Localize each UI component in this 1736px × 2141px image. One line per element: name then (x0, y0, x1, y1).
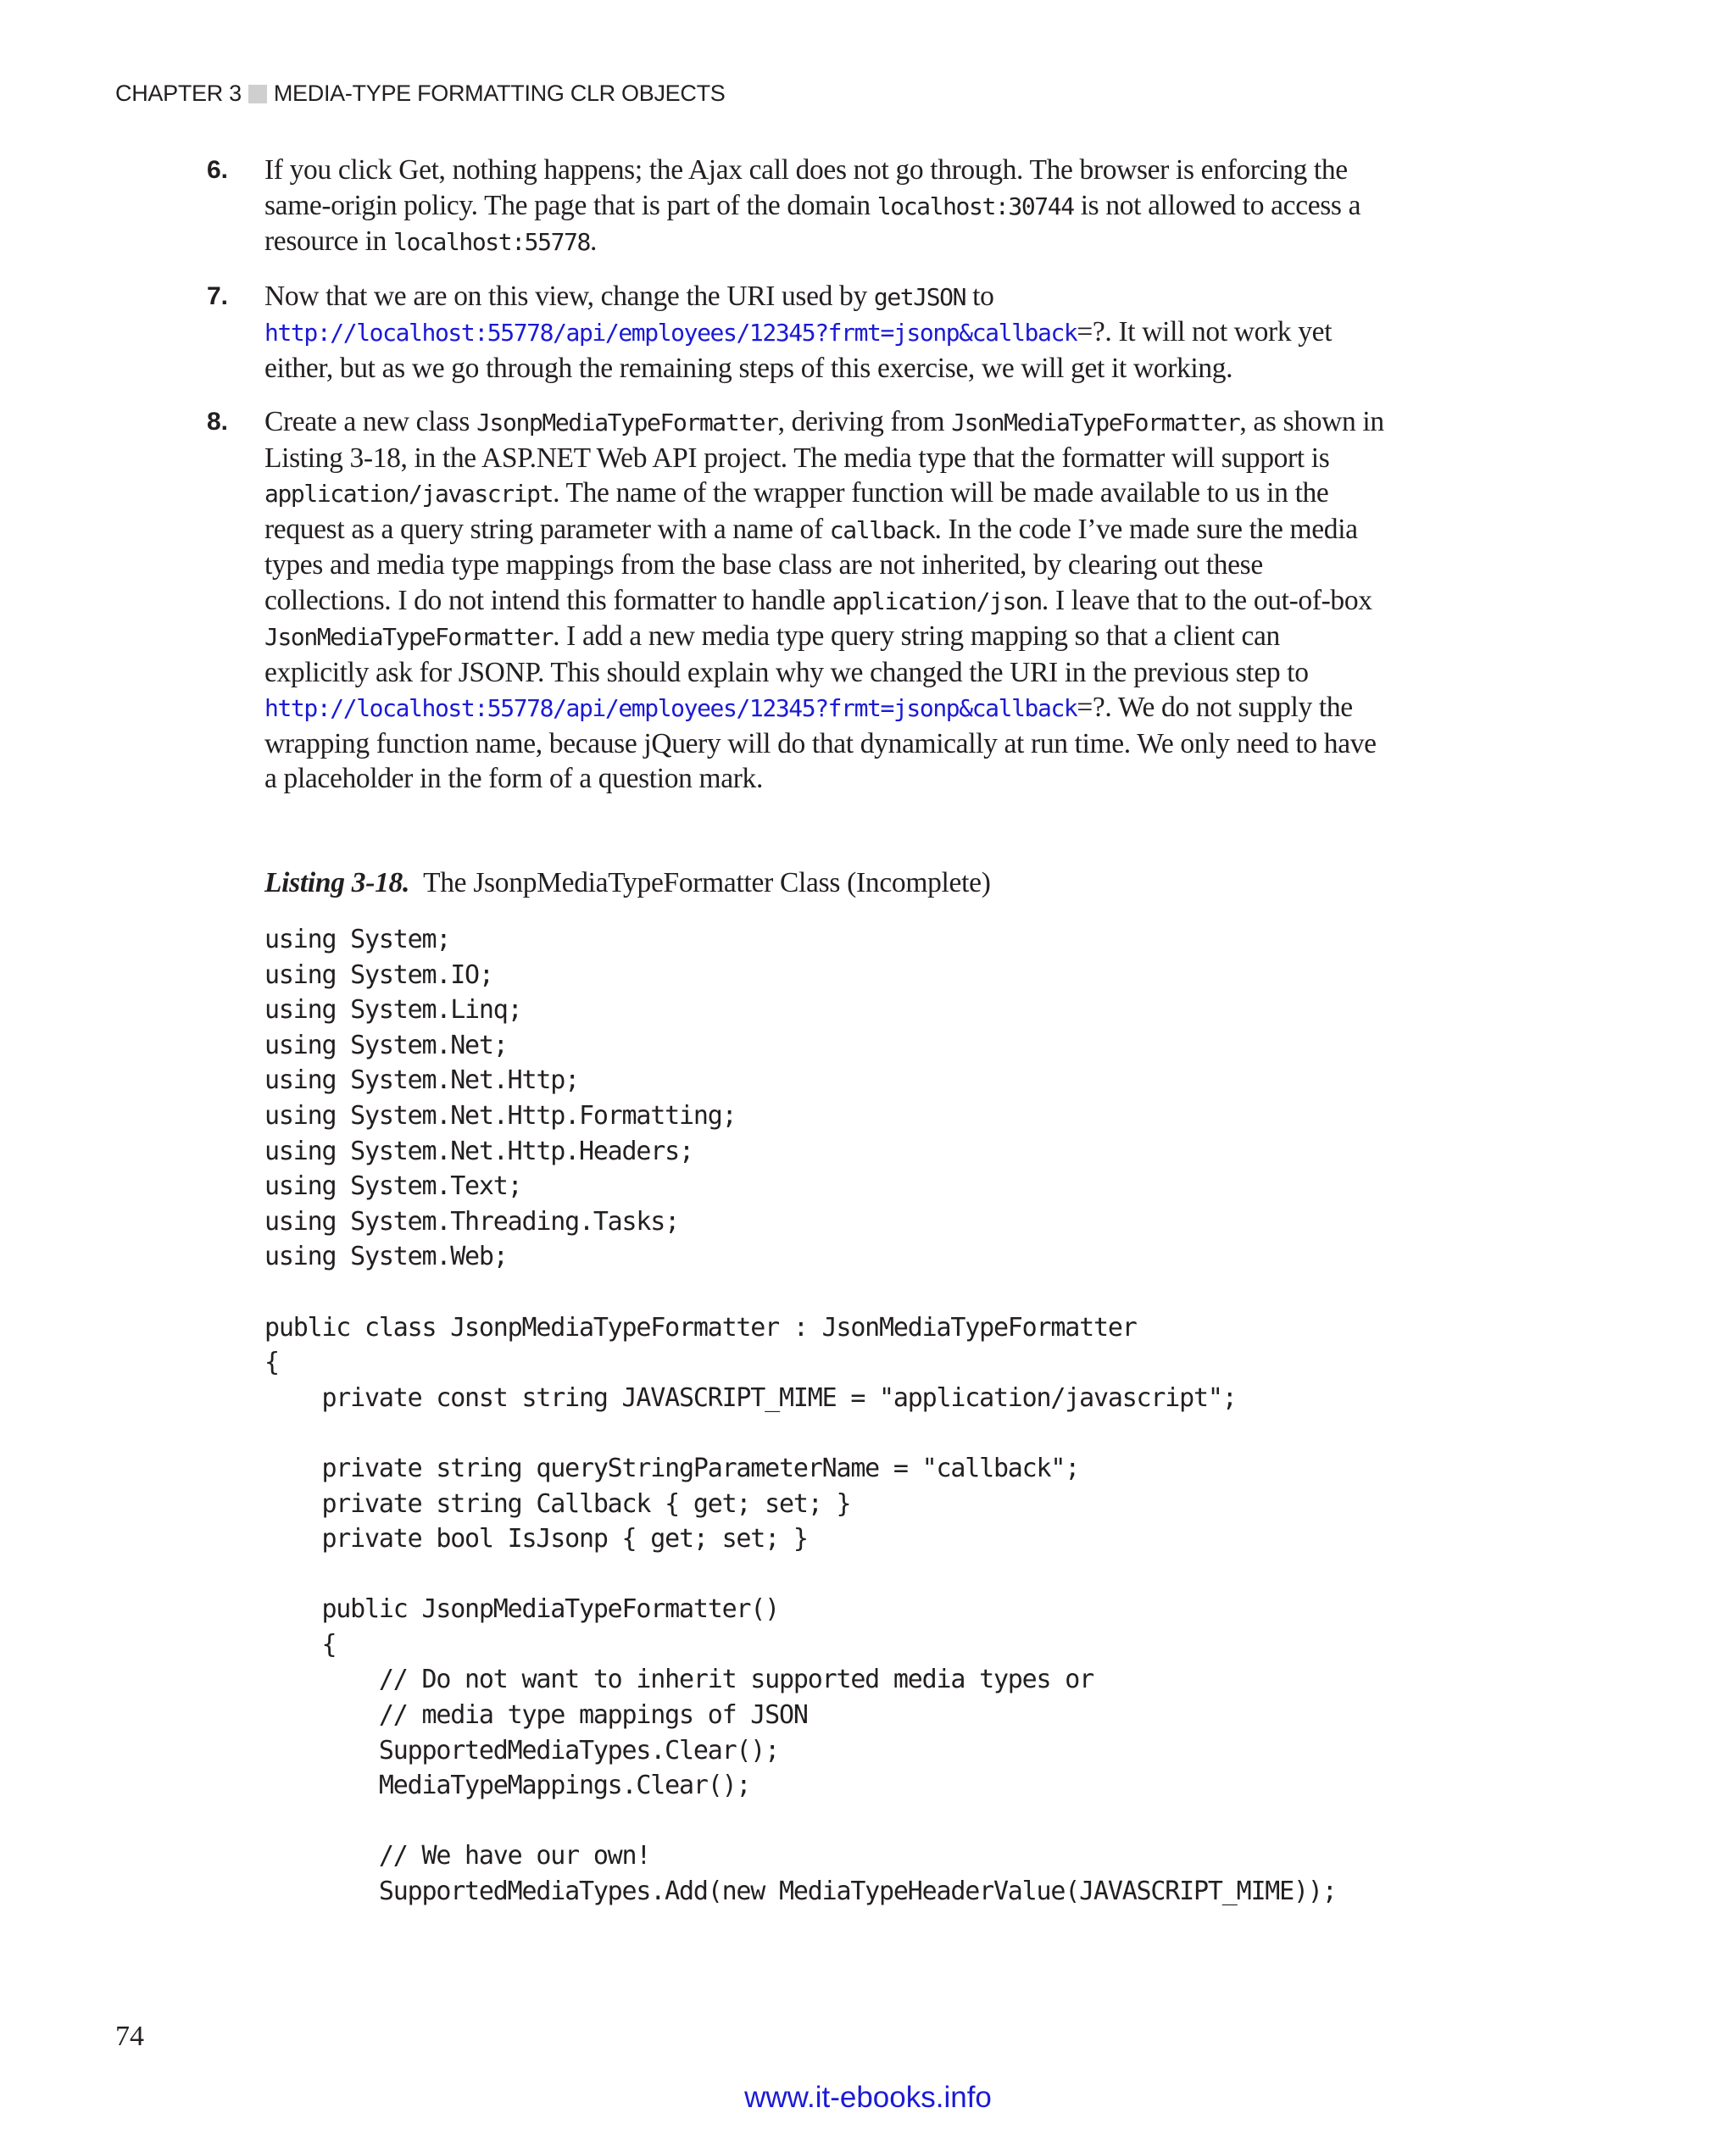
text-run: If you click Get, nothing happens; the Ajax call does not go through. The browser is enforcing the same-origin policy. The page that is part of the domain (264, 154, 1348, 221)
text-run: =?. We do not supply the wrapping function name, because jQuery will do that dynamically at run time. We only need to have a placeholder in the form of a question mark. (264, 692, 1377, 794)
step-number: 7. (207, 281, 229, 310)
step-item (207, 153, 1385, 260)
text-run: , as shown in Listing 3-18, in the ASP.NET Web API project. The media type that the formatter will support is (264, 406, 1384, 474)
text-run: , deriving from (777, 406, 952, 437)
step-number: 8. (207, 408, 229, 436)
running-header (115, 81, 725, 107)
text-run: =?. It will not work yet either, but as we go through the remaining steps of this exercise, we will get it working. (264, 316, 1333, 384)
code-listing: using System; using System.IO; using System.Linq; using System.Net; using System.Net.Http; using System.Net.Http.Formatting; using System.Net.Http.Headers; using System.Text; using System.Threading.Tasks; using System.Web; public class JsonpMediaTypeFormatter : JsonMediaTypeFormatter { private const string JAVASCRIPT_MIME = "application/javascript"; private string queryStringParameterName = "callback"; private string Callback { get; set; } private bool IsJsonp { get; set; } public JsonpMediaTypeFormatter() { // Do not want to inherit supported media types or // media type mappings of JSON SupportedMediaTypes.Clear(); MediaTypeMappings.Clear(); // We have our own! SupportedMediaTypes.Add(new MediaTypeHeaderValue(JAVASCRIPT_MIME)); (264, 925, 1337, 1907)
text-run: . (589, 225, 597, 257)
inline-url[interactable]: http://localhost:55778/api/employees/12345?frmt=jsonp&callback (264, 694, 1077, 722)
text-run: to (965, 280, 994, 312)
page-number: 74 (115, 2021, 144, 2052)
inline-code: application/javascript (264, 480, 554, 508)
inline-url[interactable]: http://localhost:55778/api/employees/12345?frmt=jsonp&callback (264, 319, 1077, 347)
step-item (207, 404, 1385, 797)
footer-link[interactable]: www.it-ebooks.info (744, 2081, 992, 2114)
inline-code: JsonMediaTypeFormatter (264, 623, 554, 651)
inline-code: JsonMediaTypeFormatter (951, 409, 1240, 437)
step-number: 6. (207, 156, 229, 184)
step-text (264, 404, 1385, 797)
text-run: . I leave that to the out-of-box (1041, 584, 1372, 616)
step-item (207, 279, 1385, 386)
text-run: . I add a new media type query string mapping so that a client can explicitly ask for JSONP. This should explain why we changed the URI in the previous step to (264, 620, 1309, 688)
listing-title: The JsonpMediaTypeFormatter Class (Incomplete) (423, 867, 991, 898)
text-run: . The name of the wrapper function will be made available to us in the request as a query string parameter with a name of (264, 477, 1329, 545)
text-run: Create a new class (264, 406, 477, 437)
inline-code: getJSON (873, 282, 966, 311)
inline-code: localhost:30744 (876, 192, 1074, 220)
step-text (264, 153, 1385, 260)
chapter-label: CHAPTER 3 (115, 81, 242, 106)
numbered-steps (207, 153, 1385, 815)
inline-code: localhost:55778 (393, 228, 590, 256)
text-run: is not allowed to access a resource in (264, 189, 1361, 257)
listing-caption (264, 865, 991, 901)
listing-label: Listing 3-18. (264, 867, 410, 898)
text-run: . In the code I’ve made sure the media types and media type mappings from the base class are not inherited, by clearing out these collections. I do not intend this formatter to handle (264, 513, 1358, 616)
text-run: Now that we are on this view, change the URI used by (264, 280, 874, 312)
header-separator (248, 85, 267, 103)
chapter-title: MEDIA-TYPE FORMATTING CLR OBJECTS (273, 81, 726, 106)
inline-code: JsonpMediaTypeFormatter (476, 409, 778, 437)
step-text (264, 279, 1385, 386)
inline-code: callback (829, 515, 935, 544)
inline-code: application/json (832, 587, 1042, 615)
